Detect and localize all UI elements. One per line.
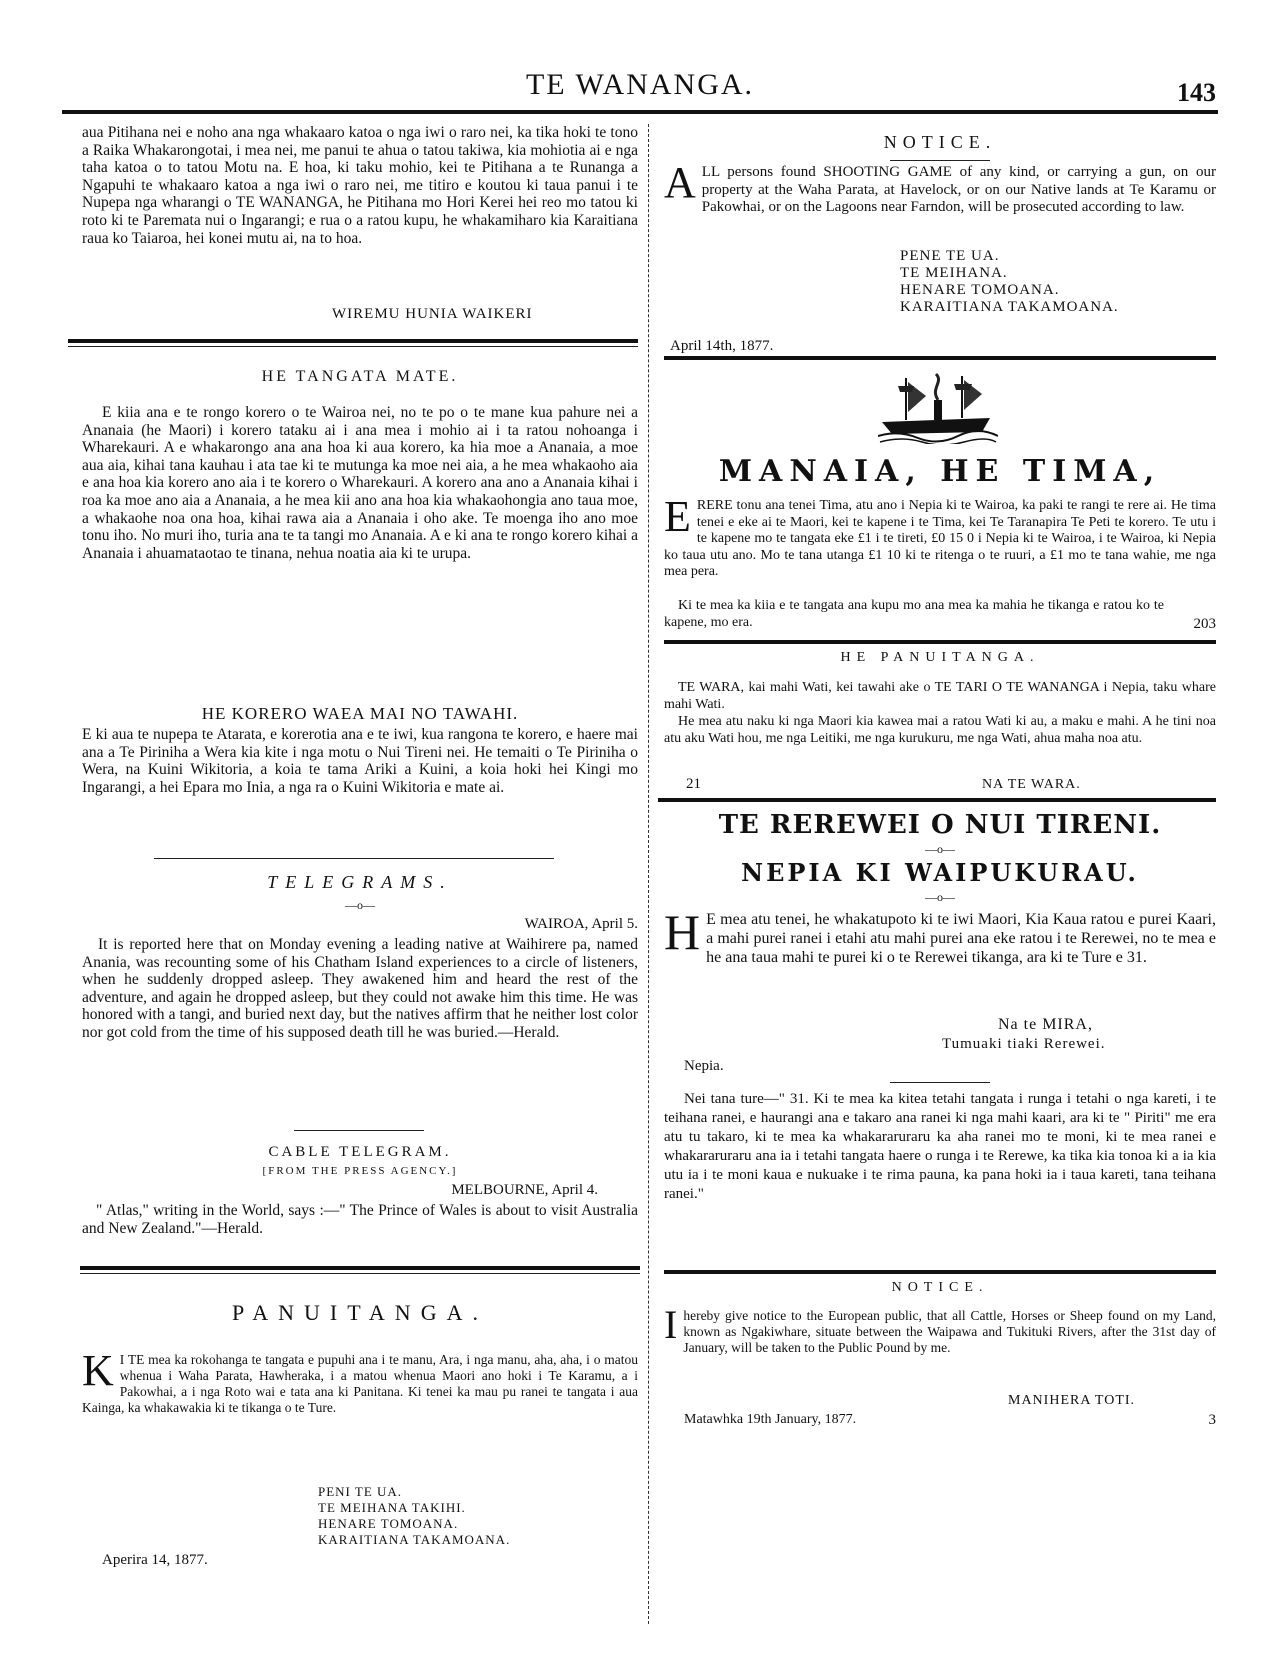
notice-signature-3: HENARE TOMOANA. xyxy=(900,282,1060,298)
cable-agency: [FROM THE PRESS AGENCY.] xyxy=(262,1165,458,1177)
panui-signature: NA TE WARA. xyxy=(982,777,1081,792)
section-rule-thin-2 xyxy=(154,858,554,859)
panuitanga-signature-4: KARAITIANA TAKAMOANA. xyxy=(318,1532,511,1547)
notice-text: LL persons found SHOOTING GAME of any kind, or carrying a gun, on our property at the Waha Parata, at Havelock, or on our Native lands at Te Karamu or Pakowhai, or on the Lagoons near Farndon, will be prosecuted according to law. xyxy=(701,164,1216,215)
manaia-drop-cap: E xyxy=(664,492,691,541)
panui-title: HE PANUITANGA. xyxy=(840,650,1040,665)
notice-2-signature: MANIHERA TOTI. xyxy=(1008,1393,1136,1408)
he-tangata-mate-text: E kiia ana e te rongo korero o te Wairoa nei, no te po o te mane kua pahure nei a Ananaia (he Maori) i korero tataku ai i ana mea i mohio ai i ta ratou nohoanga i Wharekauri. A e whakarongo ana ana hoa ki aua korero, ka hia moe a Ananaia, a moe aua aia, kihai tana kauhau i ata tae ki te mutunga ka moe nei aia, a he mea whakaoho aia e ana hoa kia korero ano aia i te korero o Wharekauri. A korero ana ano a Ananaia kihai i roa ka moe ano aia a Ananaia, a he mea kii ano ana hoa kia whakaohongia ano taua moe, a whakaohe noa ona hoa, kihai rawa aia a Ananaia i oho ake. Te moenga iho ano moe tonu iho. No muri iho, turia ana te ta tangi mo Ananaia. A e ki ana te rongo korero kihai a Ananaia i ahuamataotao te tinana, nehua noatia aia ki te urupa. xyxy=(82,404,638,562)
panuitanga-title: PANUITANGA. xyxy=(232,1300,488,1325)
masthead-rule xyxy=(62,110,1218,114)
page-number: 143 xyxy=(1177,78,1216,107)
rerewei-drop-cap: H xyxy=(664,904,701,960)
notice-2-number: 3 xyxy=(1208,1412,1216,1428)
panuitanga-signature-3: HENARE TOMOANA. xyxy=(318,1516,459,1531)
masthead-title: TE WANANGA. xyxy=(525,68,755,101)
cable-dateline: MELBOURNE, April 4. xyxy=(451,1182,598,1198)
panuitanga-drop-cap: K xyxy=(82,1346,114,1395)
rerewei-rule xyxy=(890,1082,990,1083)
panuitanga-text: I TE mea ka rokohanga te tangata e pupuhi ana i te manu, Ara, i nga manu, aha, aha, i o matou whenua i Waha Parata, Hawheraka, i a matou whenua Maori ano hoki i Te Karamu, a i Pakowhai, a i nga Roto wai e tata ana ki Panitana. Ki tenei ka mau pu ranei te tangata i aua Kainga, ka whakawakia ki te tikanga o te Ture. xyxy=(82,1352,638,1415)
manaia-text-2: Ki te mea ka kiia e te tangata ana kupu mo ana mea ka mahia he tikanga e ratou ko te kapene, mo era. xyxy=(664,598,1164,630)
korero-waea-title: HE KORERO WAEA MAI NO TAWAHI. xyxy=(201,704,519,723)
rerewei-subtitle: NEPIA KI WAIPUKURAU. xyxy=(741,858,1139,887)
manaia-number: 203 xyxy=(1193,616,1216,632)
rerewei-signature-role: Tumuaki tiaki Rerewei. xyxy=(942,1036,1106,1052)
rerewei-ornament-2: —o— xyxy=(925,890,955,904)
section-rule-thin xyxy=(68,346,638,347)
manaia-body xyxy=(664,492,1216,581)
cable-text: " Atlas," writing in the World, says :—" The Prince of Wales is about to visit Australia and New Zealand."—Herald. xyxy=(82,1202,638,1237)
telegrams-ornament: —o— xyxy=(345,898,375,912)
notice-signature-2: TE MEIHANA. xyxy=(900,265,1008,281)
rerewei-law-text: Nei tana ture—" 31. Ki te mea ka kitea tetahi tangata i runga i tetahi o nga kareti, i te teihana ranei, e haurangi ana e takaro ana ranei ki nga mahi kaari, ara ki te " Piriti" me era atu tu takaro, ki te mea ka whakararuraru ka aha ranei mo te moni, ki te mea ranei e whakararuraru ana ia i tetahi tangata haere o runga i te Rerewe, ka tika kia tonoa ki a ia kia utu ia i te moni kaua e nukuake i te rima pauna, ka pana hoki ia i taua kareti, tana teihana ranei." xyxy=(664,1091,1216,1202)
notice-signatures xyxy=(900,248,1119,316)
section-rule-right xyxy=(664,356,1216,360)
panui-number: 21 xyxy=(686,776,701,792)
panuitanga-date: Aperira 14, 1877. xyxy=(102,1552,208,1568)
notice-title: NOTICE. xyxy=(883,132,997,152)
cable-rule xyxy=(294,1130,424,1131)
manaia-title: MANAIA, HE TIMA, xyxy=(718,454,1162,489)
notice-2-text: hereby give notice to the European public, that all Cattle, Horses or Sheep found on my Land, known as Ngakiwhare, situate between the Waipawa and Tukituki Rivers, after the 31st day of January, will be taken to the Public Pound by me. xyxy=(683,1308,1216,1355)
notice-body xyxy=(664,158,1216,217)
notice-2-body xyxy=(664,1302,1216,1356)
column-divider xyxy=(648,124,650,1624)
notice-drop-cap: A xyxy=(664,158,696,207)
notice-rule xyxy=(890,160,990,161)
section-rule-right-3 xyxy=(658,798,1216,802)
telegrams-text: It is reported here that on Monday evening a leading native at Waihirere pa, named Anania, was recounting some of his Chatham Island experiences to a circle of listeners, when he suddenly dropped asleep. They awakened him and heard the rest of the adventure, and again he dropped asleep, but they could not awake him this time. He was honored with a tangi, and buried next day, but the natives affirm that he neither lost color nor got cold from the time of his supposed death till he was buried.—Herald. xyxy=(82,936,638,1041)
notice-2-drop-cap: I xyxy=(664,1302,678,1347)
telegrams-title: TELEGRAMS. xyxy=(267,872,453,892)
notice-signature-1: PENE TE UA. xyxy=(900,248,1000,264)
notice-2-title: NOTICE. xyxy=(891,1280,989,1295)
rerewei-body xyxy=(664,904,1216,967)
section-rule-right-4 xyxy=(664,1270,1216,1274)
rerewei-text: E mea atu tenei, he whakatupoto ki te iwi Maori, Kia Kaua ratou e purei Kaari, a mahi purei ranei i etahi atu mahi purei ana eke ratou i te Rerewei, no te mea e he ana taua mahi te purei ki o te Rerewei tikanga, ara ki te Ture e 31. xyxy=(706,911,1216,966)
notice-2-date: Matawhka 19th January, 1877. xyxy=(684,1412,857,1427)
panuitanga-body xyxy=(82,1346,638,1482)
panui-text: TE WARA, kai mahi Wati, kei tawahi ake o TE TARI O TE WANANGA i Nepia, taku whare mahi Wati. xyxy=(664,680,1216,712)
intro-signature: WIREMU HUNIA WAIKERI xyxy=(332,306,533,322)
rerewei-signature: Na te MIRA, xyxy=(998,1016,1093,1033)
intro-letter-text: aua Pitihana nei e noho ana nga whakaaro katoa o nga iwi o raro nei, ka tika hoki te tono a Raika Whakarongotai, i mea nei, me panui te ahua o tatou takiwa, kia mohiotia ai e nga taha katoa o to tatou Motu na. E hoa, ki taku mohio, kei te Pitihana a te Runanga a Ngapuhi te whakaaro katoa a nga iwi o raro nei, me titiro e koutou ki taua panui i te Nupepa nga wharangi o TE WANANGA, he Pitihana mo Hori Kerei hei reo mo tatou ki roto ki te Paremata nui o Ingarangi; e rua o a ratou kupu, he whakamiharo kia Karaitiana raua ko Taiaroa, hei konei mutu ai, na to hoa. xyxy=(82,124,638,247)
panuitanga-signature-2: TE MEIHANA TAKIHI. xyxy=(318,1500,466,1515)
telegrams-dateline: WAIROA, April 5. xyxy=(524,916,638,932)
he-tangata-mate-title: HE TANGATA MATE. xyxy=(261,368,459,385)
cable-title: CABLE TELEGRAM. xyxy=(268,1144,452,1160)
rerewei-place: Nepia. xyxy=(684,1058,724,1074)
section-rule-thin-3 xyxy=(80,1273,640,1274)
rerewei-title: TE REREWEI O NUI TIRENI. xyxy=(718,810,1162,840)
korero-waea-text: E ki aua te nupepa te Atarata, e korerotia ana e te iwi, kua rangona te korero, e haere mai ana a Te Piriniha a Wera kia kite i nga motu o Nui Tireni nei. He temaiti o Te Piriniha o Wera, na Kuini Wikitoria, a koia te tama Ariki a Kuini, a koia hoki hei Kingi mo Ingarangi, a hei Epara mo Inia, a nga ra o Kuini Wikitoria e mate ai. xyxy=(82,726,638,796)
steamship-icon xyxy=(878,372,998,444)
manaia-text: RERE tonu ana tenei Tima, atu ano i Nepia ki te Wairoa, ka paki te rangi te rere ai. He tima tenei e eke ai te Maori, kei te kapene i te Tima, kei Te Taranapira Te Peti te korero. Te utu i te kapene mo te tangata eke £1 i te tireti, £0 15 0 i Nepia ki te Wairoa, i te Wairoa, ki Nepia ko taua utu ano. Mo te tana utanga £1 10 ki te ritenga o te ruuri, a £1 mo te tana wahie, me nga mea pera. xyxy=(664,498,1216,580)
rerewei-ornament: —o— xyxy=(925,842,955,856)
section-rule xyxy=(68,339,638,343)
panui-text-2: He mea atu naku ki nga Maori kia kawea mai a ratou Wati ki au, a maku e mahi. A he tini noa atu aku Wati hou, me nga Leitiki, me nga kurukuru, me nga Wati, ahua maha noa atu. xyxy=(664,714,1216,746)
notice-date: April 14th, 1877. xyxy=(670,338,774,354)
section-rule-2 xyxy=(80,1266,640,1270)
section-rule-right-2 xyxy=(664,640,1216,644)
panuitanga-signatures xyxy=(318,1484,510,1548)
notice-signature-4: KARAITIANA TAKAMOANA. xyxy=(900,299,1119,315)
panuitanga-signature-1: PENI TE UA. xyxy=(318,1484,403,1499)
